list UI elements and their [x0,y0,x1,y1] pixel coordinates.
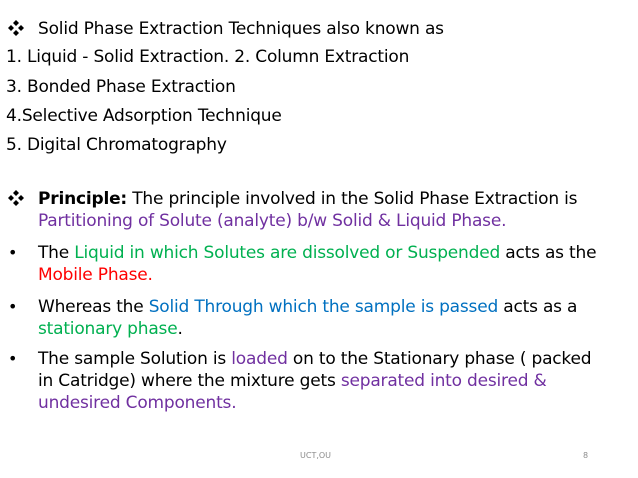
text-segment: acts as a [498,297,578,317]
highlight-separated: separated into desired & undesired Components. [38,371,547,413]
bullet-item-stationary-phase [0,296,638,340]
principle-text [38,188,618,232]
aka-line-2: 3. Bonded Phase Extraction [6,77,236,97]
highlight-loaded: loaded [231,349,288,369]
bullet-item-mobile-phase [0,242,638,286]
page-number: 8 [583,451,589,460]
highlight-mobile-phase: Mobile Phase. [38,265,153,285]
text-segment: on to the Stationary phase ( packed in Catridge) where the mixture gets [38,349,592,391]
bullet-item-sample-solution [0,348,638,414]
bullet-text-sample-solution [38,348,608,414]
principle-item [0,188,638,232]
highlight-solid: Solid Through which the sample is passed [148,297,499,317]
bullet-dot-icon: • [8,297,18,316]
aka-line-4: 5. Digital Chromatography [6,135,227,155]
text-segment: Whereas the [38,297,149,317]
text-segment: . [177,319,183,339]
bullet-dot-icon: • [8,349,18,368]
text-segment: The [38,243,75,263]
principle-text-1: The principle involved in the Solid Phase Extraction is [127,189,578,209]
heading-item [0,18,638,40]
principle-label: Principle: [38,189,128,209]
four-diamond-bullet-icon [8,188,30,210]
bullet-text-stationary-phase [38,296,632,340]
heading-text: Solid Phase Extraction Techniques also known as [38,19,444,39]
highlight-stationary-phase: stationary phase [38,319,178,339]
bullet-dot-icon: • [8,243,18,262]
aka-line-1: 1. Liquid - Solid Extraction. 2. Column Extraction [6,47,410,67]
text-segment: The sample Solution is [38,349,232,369]
text-segment: acts as the [500,243,597,263]
four-diamond-bullet-icon [8,18,30,40]
footer-label: UCT,OU [300,451,332,460]
principle-highlight: Partitioning of Solute (analyte) b/w Solid & Liquid Phase. [38,211,507,231]
aka-line-3: 4.Selective Adsorption Technique [6,106,282,126]
bullet-text-mobile-phase [38,242,632,286]
highlight-liquid: Liquid in which Solutes are dissolved or Suspended [74,243,501,263]
